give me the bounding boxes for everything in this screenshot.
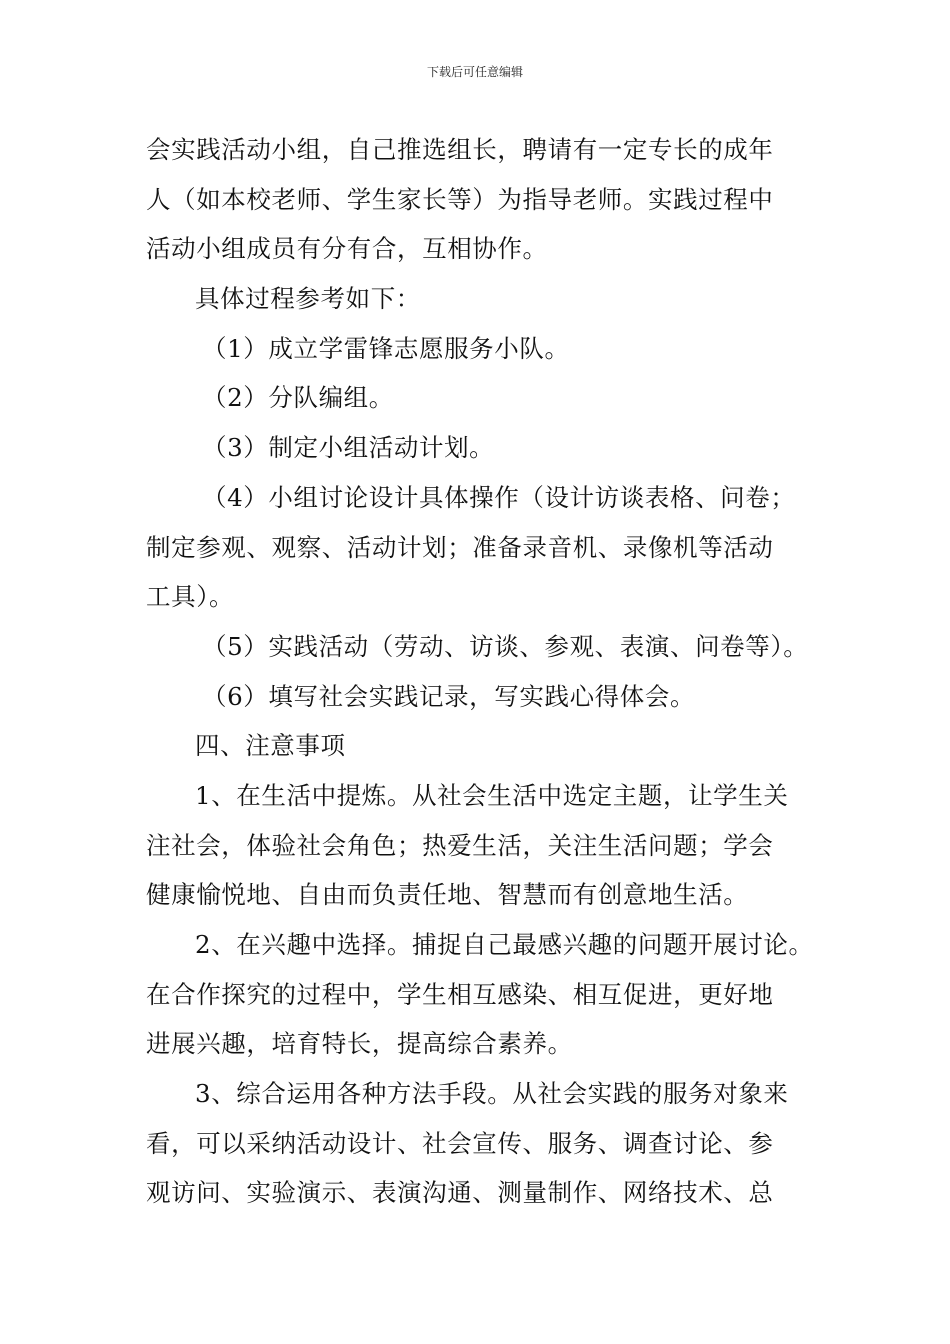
paragraph-line: 看，可以采纳活动设计、社会宣传、服务、调查讨论、参 <box>146 1128 774 1158</box>
paragraph-line: 工具）。 <box>146 582 235 612</box>
paragraph-line: 活动小组成员有分有合，互相协作。 <box>146 234 548 264</box>
paragraph-line: 具体过程参考如下： <box>195 284 421 314</box>
list-item: （1）成立学雷锋志愿服务小队。 <box>202 333 570 363</box>
list-item: （3）制定小组活动计划。 <box>202 433 495 463</box>
page-header: 下载后可任意编辑 <box>426 65 523 79</box>
list-item: （5）实践活动（劳动、访谈、参观、表演、问卷等）。 <box>202 631 809 661</box>
paragraph-line: 人（如本校老师、学生家长等）为指导老师。实践过程中 <box>146 184 774 214</box>
paragraph-line: 会实践活动小组，自己推选组长，聘请有一定专长的成年 <box>146 135 774 164</box>
list-item: （6）填写社会实践记录，写实践心得体会。 <box>202 681 696 711</box>
paragraph-line: 进展兴趣，培育特长，提高综合素养。 <box>146 1029 573 1059</box>
paragraph-line: 1、在生活中提炼。从社会生活中选定主题，让学生关 <box>195 780 789 810</box>
paragraph-line: 在合作探究的过程中，学生相互感染、相互促进，更好地 <box>146 979 774 1009</box>
paragraph-line: 观访问、实验演示、表演沟通、测量制作、网络技术、总 <box>146 1178 774 1208</box>
list-item: （4）小组讨论设计具体操作（设计访谈表格、问卷； <box>202 482 796 512</box>
paragraph-line: 制定参观、观察、活动计划；准备录音机、录像机等活动 <box>146 532 774 562</box>
list-item: （2）分队编组。 <box>202 383 394 413</box>
section-heading: 四、注意事项 <box>195 731 346 761</box>
paragraph-line: 健康愉悦地、自由而负责任地、智慧而有创意地生活。 <box>146 880 749 910</box>
paragraph-line: 注社会，体验社会角色；热爱生活，关注生活问题；学会 <box>146 830 774 860</box>
paragraph-line: 2、在兴趣中选择。捕捉自己最感兴趣的问题开展讨论。 <box>195 930 814 959</box>
document-body <box>146 128 836 1221</box>
paragraph-line: 3、综合运用各种方法手段。从社会实践的服务对象来 <box>195 1079 789 1109</box>
